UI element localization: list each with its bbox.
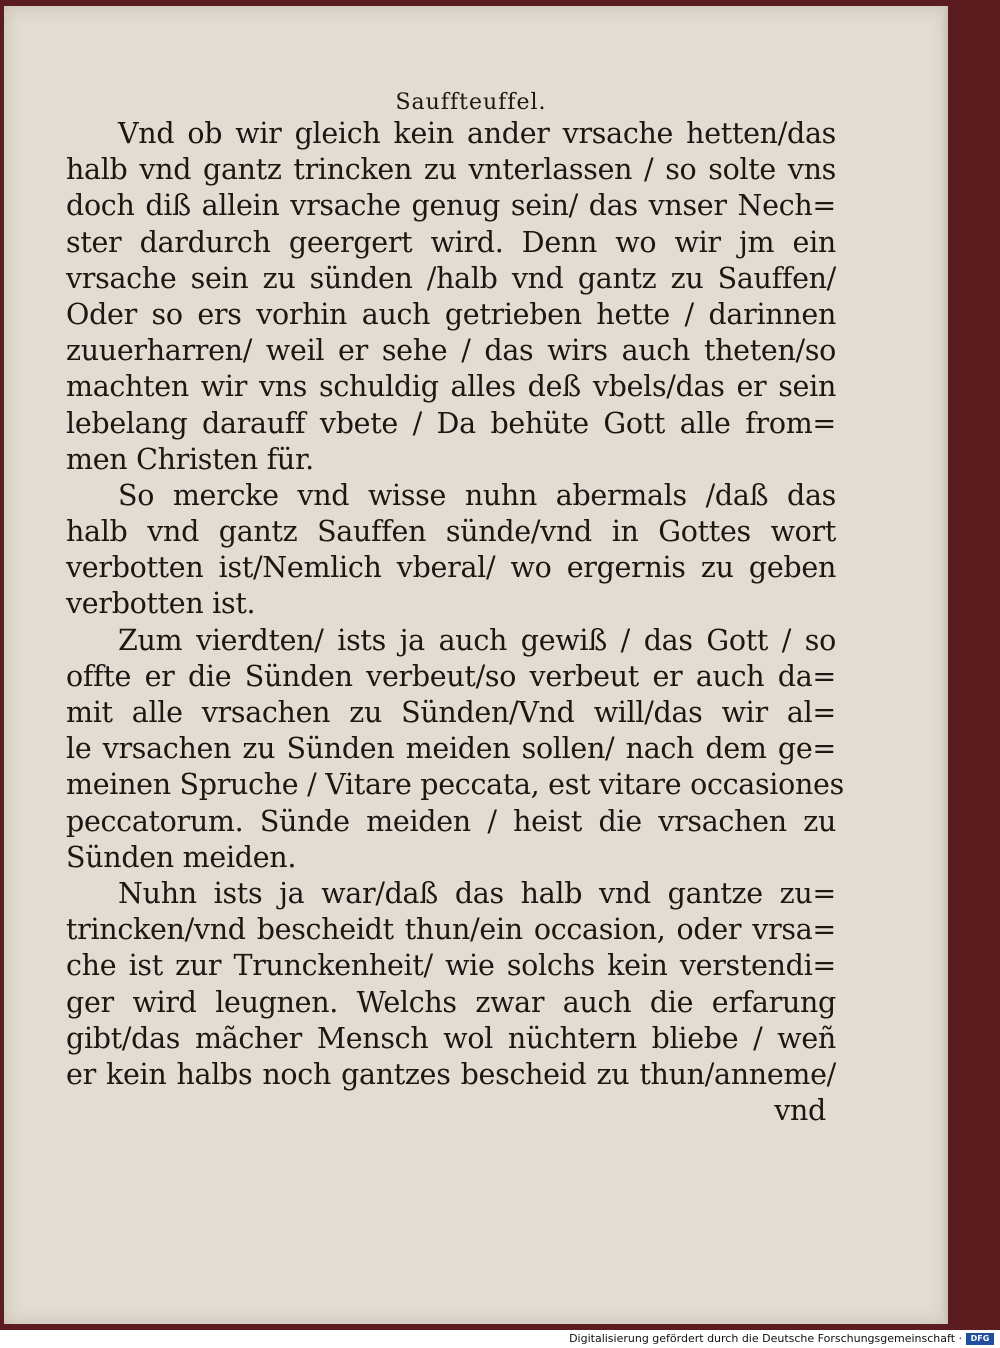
text-line: Sünden meiden. (66, 840, 297, 874)
text-block (66, 90, 844, 1129)
text-line: Zum vierdten/ ists ja auch gewiß / das Gott / so (118, 623, 836, 657)
text-line: gibt/das mãcher Mensch wol nüchtern bliebe / weñ (66, 1021, 836, 1055)
text-line: trincken/vnd bescheidt thun/ein occasion, oder vrsa= (66, 913, 836, 947)
dfg-logo: DFG (966, 1333, 994, 1345)
text-line: Vnd ob wir gleich kein ander vrsache hetten/das (118, 117, 836, 150)
book-page (4, 6, 948, 1324)
text-line: verbotten ist. (66, 587, 256, 621)
footer-bar (0, 1330, 1000, 1348)
text-line: mit alle vrsachen zu Sünden/Vnd will/das wir al= (66, 696, 836, 729)
text-line: lebelang darauff vbete / Da behüte Gott alle from= (66, 406, 836, 440)
text-line: verbotten ist/Nemlich vberal/ wo ergernis zu geben (66, 551, 836, 585)
text-line: zuuerharren/ weil er sehe / das wirs auch theten/so (66, 334, 836, 368)
paragraph-1 (66, 116, 836, 478)
text-line: che ist zur Trunckenheit/ wie solchs kein verstendi= (66, 949, 836, 983)
running-head: Sauffteuffel. (395, 90, 547, 115)
text-line: men Christen für. (66, 442, 314, 476)
text-line: halb vnd gantz trincken zu vnterlassen / so solte vns (66, 153, 836, 187)
text-line: machten wir vns schuldig alles deß vbels/das er sein (66, 370, 836, 404)
text-line: offte er die Sünden verbeut/so verbeut er auch da= (66, 659, 836, 693)
text-line: vrsache sein zu sünden /halb vnd gantz zu Sauffen/ (66, 261, 836, 295)
catchword: vnd (774, 1094, 826, 1128)
text-line: peccatorum. Sünde meiden / heist die vrsachen zu (66, 804, 836, 838)
paragraph-3 (66, 623, 844, 876)
funding-notice: Digitalisierung gefördert durch die Deutsche Forschungsgemeinschaft · (569, 1332, 962, 1345)
text-line: Nuhn ists ja war/daß das halb vnd gantze zu= (118, 876, 836, 910)
text-line: ger wird leugnen. Welchs zwar auch die erfarung (66, 985, 836, 1019)
text-line: halb vnd gantz Sauffen sünde/vnd in Gottes wort (66, 515, 836, 549)
text-line: er kein halbs noch gantzes bescheid zu thun/anneme/ (66, 1057, 836, 1091)
text-line: Oder so ers vorhin auch getrieben hette / darinnen (66, 297, 836, 331)
text-line: So mercke vnd wisse nuhn abermals /daß das (118, 478, 836, 512)
text-line: doch diß allein vrsache genug sein/ das vnser Nech= (66, 189, 836, 223)
paragraph-4 (66, 876, 836, 1093)
page-edge (942, 6, 948, 1324)
paragraph-2 (66, 478, 836, 623)
text-line: ster dardurch geergert wird. Denn wo wir jm ein (66, 225, 836, 259)
text-line: le vrsachen zu Sünden meiden sollen/ nach dem ge= (66, 732, 836, 766)
text-line: meinen Spruche / Vitare peccata, est vitare occasiones (66, 768, 844, 802)
